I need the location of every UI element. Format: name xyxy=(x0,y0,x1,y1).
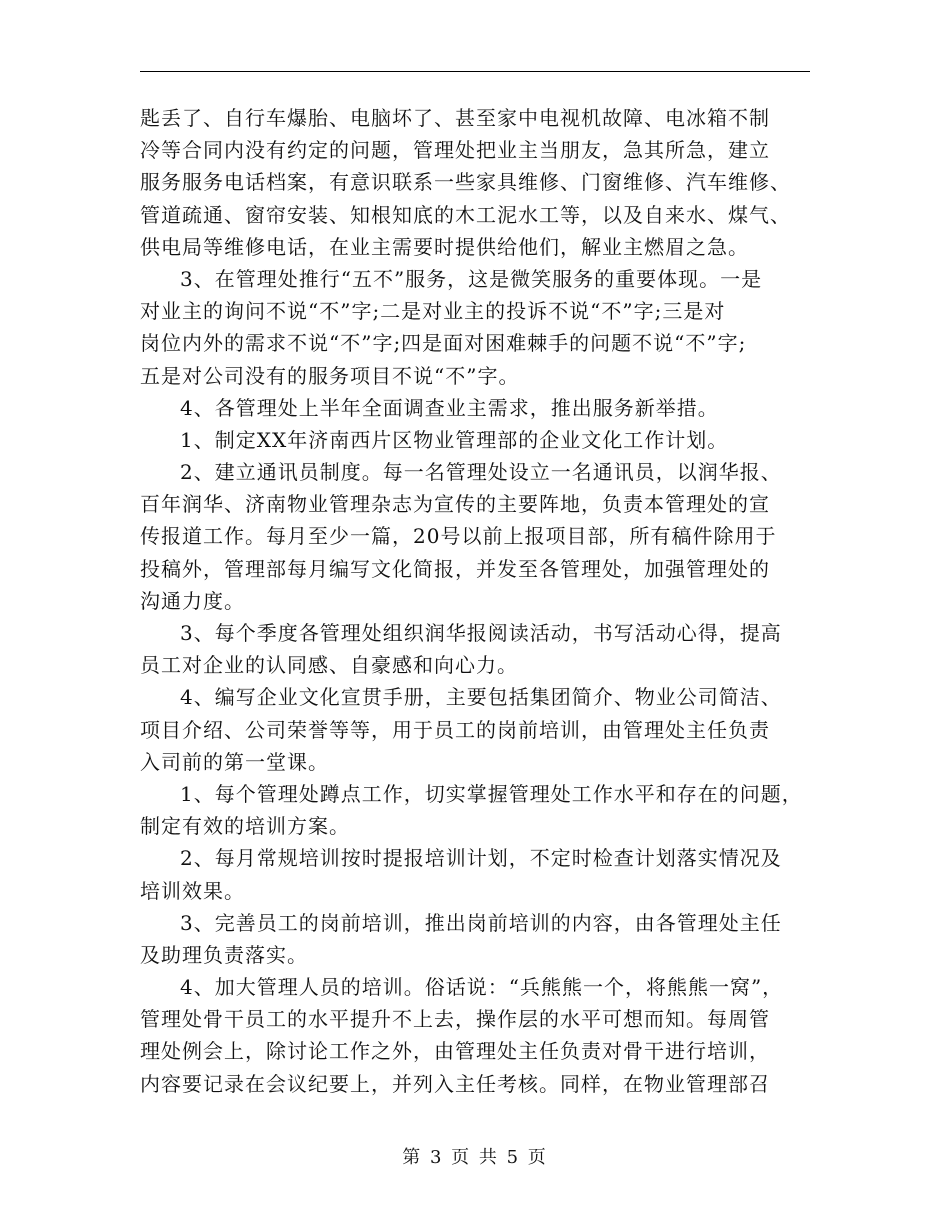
text-line: 2、建立通讯员制度。每一名管理处设立一名通讯员，以润华报、 xyxy=(180,460,782,485)
text-line: 4、编写企业文化宣贯手册，主要包括集团简介、物业公司简洁、 xyxy=(180,685,782,710)
text-line: 传报道工作。每月至少一篇，20号以前上报项目部，所有稿件除用于 xyxy=(140,524,777,549)
text-line: 匙丢了、自行车爆胎、电脑坏了、甚至家中电视机故障、电冰箱不制 xyxy=(140,106,770,130)
text-line: 管理处骨干员工的水平提升不上去，操作层的水平可想而知。每周管 xyxy=(140,1007,770,1032)
text-line: 投稿外，管理部每月编写文化简报，并发至各管理处，加强管理处的 xyxy=(140,556,770,581)
text-line: 供电局等维修电话，在业主需要时提供给他们，解业主燃眉之急。 xyxy=(140,234,749,259)
text-line: 4、加大管理人员的培训。俗话说：“兵熊熊一个，将熊熊一窝”， xyxy=(180,975,784,1000)
text-line: 1、制定XX年济南西片区物业管理部的企业文化工作计划。 xyxy=(180,427,729,452)
text-line: 1、每个管理处蹲点工作，切实掌握管理处工作水平和存在的问题， xyxy=(180,781,803,806)
text-line: 岗位内外的需求不说“不”字;四是面对困难棘手的问题不说“不”字; xyxy=(140,331,747,356)
text-line: 管道疏通、窗帘安装、知根知底的木工泥水工等，以及自来水、煤气、 xyxy=(140,202,791,227)
text-line: 员工对企业的认同感、自豪感和向心力。 xyxy=(140,653,518,678)
text-line: 沟通力度。 xyxy=(140,588,245,613)
text-line: 内容要记录在会议纪要上，并列入主任考核。同样，在物业管理部召 xyxy=(140,1071,770,1096)
text-line: 2、每月常规培训按时提报培训计划，不定时检查计划落实情况及 xyxy=(180,846,782,871)
text-line: 3、每个季度各管理处组织润华报阅读活动，书写活动心得，提高 xyxy=(180,621,782,645)
text-line: 服务服务电话档案，有意识联系一些家具维修、门窗维修、汽车维修、 xyxy=(140,170,791,195)
body-text xyxy=(140,102,820,1100)
text-line: 4、各管理处上半年全面调查业主需求，推出服务新举措。 xyxy=(180,395,719,420)
header-rule xyxy=(140,71,810,72)
text-line: 对业主的询问不说“不”字;二是对业主的投诉不说“不”字;三是对 xyxy=(140,299,726,324)
text-line: 入司前的第一堂课。 xyxy=(140,749,329,774)
text-line: 冷等合同内没有约定的问题，管理处把业主当朋友，急其所急，建立 xyxy=(140,138,770,163)
text-line: 百年润华、济南物业管理杂志为宣传的主要阵地，负责本管理处的宣 xyxy=(140,492,770,517)
text-line: 3、完善员工的岗前培训，推出岗前培训的内容，由各管理处主任 xyxy=(180,910,782,935)
text-line: 及助理负责落实。 xyxy=(140,942,308,967)
text-line: 理处例会上，除讨论工作之外，由管理处主任负责对骨干进行培训， xyxy=(140,1039,770,1064)
text-line: 五是对公司没有的服务项目不说“不”字。 xyxy=(140,363,520,388)
page-footer: 第 3 页 共 5 页 xyxy=(402,1147,548,1168)
text-line: 3、在管理处推行“五不”服务，这是微笑服务的重要体现。一是 xyxy=(180,266,763,291)
text-line: 项目介绍、公司荣誉等等，用于员工的岗前培训，由管理处主任负责 xyxy=(140,717,770,742)
text-line: 制定有效的培训方案。 xyxy=(140,814,350,839)
text-line: 培训效果。 xyxy=(140,878,245,903)
